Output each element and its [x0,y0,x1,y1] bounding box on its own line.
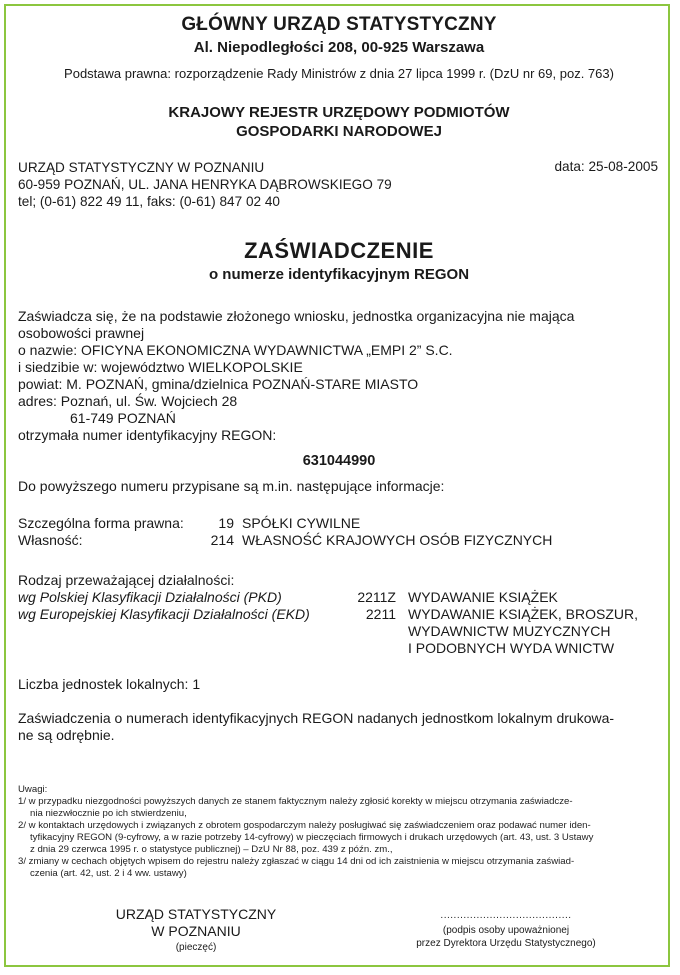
local-units-count: Liczba jednostek lokalnych: 1 [18,676,201,692]
ekd-label: wg Europejskiej Klasyfikacji Działalności (EKD) [18,606,310,622]
remark-3-cont: czenia (art. 42, ust. 2 i 4 ww. ustawy) [30,868,187,879]
ownership-code: 214 [210,532,234,548]
signature-label: przez Dyrektora Urzędu Statystycznego) [416,938,596,949]
remark-1-cont: nia niezwłocznie po ich stwierdzeniu, [30,808,187,819]
register-title-line1: KRAJOWY REJESTR URZĘDOWY PODMIOTÓW [168,104,510,121]
entity-district: powiat: M. POZNAŃ, gmina/dzielnica POZNAŃ-STARE MIASTO [18,376,419,392]
office-contact: tel; (0-61) 822 49 11, faks: (0-61) 847 02 40 [18,194,280,209]
ekd-value: WYDAWANIE KSIĄŻEK, BROSZUR, [408,606,638,622]
ekd-code: 2211 [365,606,396,622]
remarks-heading: Uwagi: [18,784,48,795]
body-line: Zaświadcza się, że na podstawie złożonego wniosku, jednostka organizacyjna nie mająca [18,308,575,324]
entity-name: o nazwie: OFICYNA EKONOMICZNA WYDAWNICTWA „EMPI 2” S.C. [18,342,453,358]
legal-form-code: 19 [218,515,234,531]
register-title-line2: GOSPODARKI NARODOWEJ [236,123,442,140]
legal-form-value: SPÓŁKI CYWILNE [242,515,361,531]
stamp-line2: W POZNANIU [151,923,241,939]
pkd-label: wg Polskiej Klasyfikacji Działalności (PKD) [18,589,282,605]
entity-voivodeship: i siedzibie w: województwo WIELKOPOLSKIE [18,359,303,375]
document-frame [4,4,670,967]
local-units-note: Zaświadczenia o numerach identyfikacyjnych REGON nadanych jednostkom lokalnym drukowa- [18,710,615,726]
stamp-label: (pieczęć) [175,942,217,953]
remark-1: 1/ w przypadku niezgodności powyższych danych ze stanem faktycznym należy zgłosić korekty w miejscu otrzymania zaświadcze- [18,796,573,807]
regon-number: 631044990 [302,453,376,469]
ekd-value: WYDAWNICTW MUZYCZNYCH [408,623,611,639]
remark-2-cont: tyfikacyjny REGON (9-cyfrowy, a w razie potrzeby 14-cyfrowy) w pieczęciach firmowych i drukach urzędowych (art. 43, ust. 3 Ustawy [30,832,594,843]
gus-address: Al. Niepodległości 208, 00-925 Warszawa [193,39,485,56]
entity-address: adres: Poznań, ul. Św. Wojciech 28 [18,393,238,409]
office-address: 60-959 POZNAŃ, UL. JANA HENRYKA DĄBROWSKIEGO 79 [18,177,392,192]
signature-line: ........................................ [440,910,572,921]
signature-label: (podpis osoby upoważnionej [442,925,570,936]
entity-postal: 61-749 POZNAŃ [70,410,176,426]
remark-2-cont: z dnia 29 czerwca 1995 r. o statystyce publicznej) – DzU Nr 88, poz. 439 z późn. zm., [30,844,393,855]
local-units-note: ne są odrębnie. [18,727,115,743]
certificate-title: ZAŚWIADCZENIE [244,238,434,263]
stamp-line1: URZĄD STATYSTYCZNY [115,906,277,922]
issue-date: data: 25-08-2005 [554,159,658,174]
remark-3: 3/ zmiany w cechach objętych wpisem do rejestru należy zgłaszać w ciągu 14 dni od ich zaistnienia w miejscu otrzymania zaświad- [18,856,575,867]
legal-form-label: Szczególna forma prawna: [18,515,184,531]
ownership-label: Własność: [18,532,83,548]
legal-basis: Podstawa prawna: rozporządzenie Rady Ministrów z dnia 27 lipca 1999 r. (DzU nr 69, poz. 763) [64,66,614,81]
pkd-value: WYDAWANIE KSIĄŻEK [408,589,558,605]
remark-2: 2/ w kontaktach urzędowych i związanych z obrotem gospodarczym należy posługiwać się zaświadczeniem oraz podawać numer iden- [18,820,591,831]
document-title: GŁÓWNY URZĄD STATYSTYCZNY [181,14,497,35]
certificate-subtitle: o numerze identyfikacyjnym REGON [208,266,470,283]
office-name: URZĄD STATYSTYCZNY W POZNANIU [18,160,265,175]
ekd-value: I PODOBNYCH WYDA WNICTW [408,640,615,656]
activity-heading: Rodzaj przeważającej działalności: [18,572,235,588]
body-line: osobowości prawnej [18,325,145,341]
info-intro: Do powyższego numeru przypisane są m.in. następujące informacje: [18,478,445,494]
pkd-code: 2211Z [357,589,396,605]
regon-intro: otrzymała numer identyfikacyjny REGON: [18,427,277,443]
ownership-value: WŁASNOŚĆ KRAJOWYCH OSÓB FIZYCZNYCH [242,532,553,548]
